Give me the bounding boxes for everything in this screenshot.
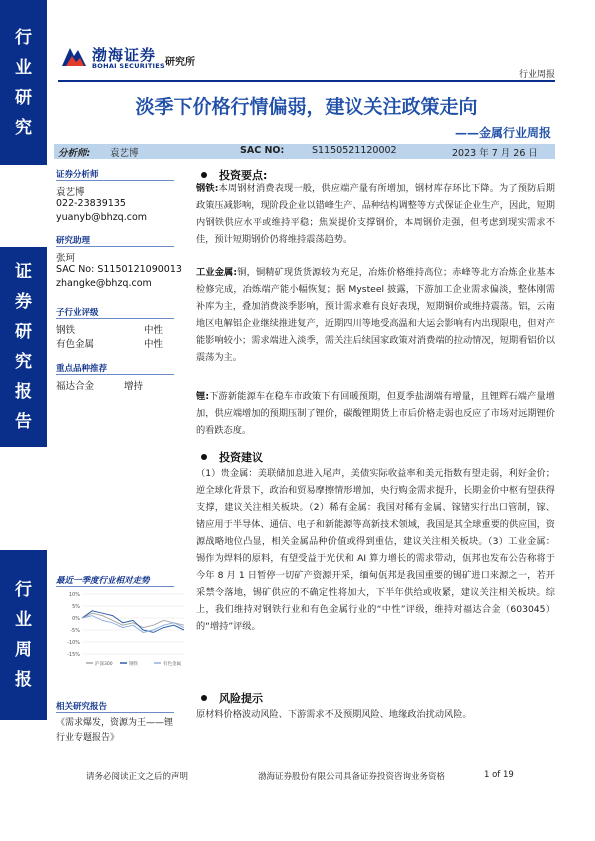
assistant-name: 张珂 xyxy=(56,253,76,264)
paragraph-risk: 原材料价格波动风险、下游需求不及预期风险、地缘政治扰动风险。 xyxy=(196,709,472,720)
related-report-link[interactable]: 《需求爆发，资源为王——锂行业专题报告》 xyxy=(56,718,174,743)
analyst-label: 分析师: xyxy=(58,148,91,159)
chart-legend-label: 有色金属 xyxy=(163,662,181,667)
analyst-section-title: 证券分析师 xyxy=(56,170,99,180)
analyst-phone: 022-23839135 xyxy=(56,198,126,209)
page-title: 淡季下价格行情偏弱，建议关注政策走向 xyxy=(135,96,478,118)
banner-char: 业 xyxy=(15,610,32,630)
section-title-key-points: 投资要点: xyxy=(201,167,267,183)
rating-industry: 钢铁 xyxy=(56,325,76,336)
logo-text-en: BOHAI SECURITIES xyxy=(92,62,165,70)
assistant-email[interactable]: zhangke@bhzq.com xyxy=(56,278,152,289)
section-divider xyxy=(56,318,174,319)
banner-char: 券 xyxy=(15,292,32,312)
banner-block-weekly xyxy=(0,550,47,720)
bullet-icon xyxy=(201,454,207,460)
analyst-name: 袁艺博 xyxy=(56,187,85,198)
paragraph-industrial-metals: 工业金属:铜，铜精矿现货货源较为充足，冶炼价格维持高位；赤峰等北方冶炼企业基本检修完成，冶炼端产能小幅恢复；据 Mysteel 披露，下游加工企业需求偏淡，整体刚需补库为主，叠加消费淡季影响，预计需求难有良好表现，短期铜价或维持震荡。铝，云南地区电解铝企业继续推进复产，近期四川等地受高温和大运会影响有内出现限电，但对产能影响较小；需求端进入淡季，需关注后续国家政策对消费端的拉动情况，短期看铝价以震荡为主。 xyxy=(196,267,555,363)
relative-trend-chart xyxy=(56,590,188,668)
header-divider xyxy=(58,80,555,82)
paragraph-lithium: 锂:下游新能源车在稳车市政策下有回暖预期，但夏季盐湖端有增量，且锂辉石端产量增加，供应端增加的预期压制了锂价，碳酸锂期货上市后价格走弱也反应了市场对远期锂价的看跌态度。 xyxy=(196,391,555,436)
rating-row xyxy=(56,336,181,350)
side-banner xyxy=(0,0,47,841)
key-item-row xyxy=(56,378,181,392)
key-section-title: 重点品种推荐 xyxy=(56,364,108,374)
chart-y-tick-label: 10% xyxy=(68,592,80,598)
chart-y-tick-label: 5% xyxy=(72,604,80,610)
chart-y-tick-label: -5% xyxy=(70,628,80,634)
banner-char: 证 xyxy=(15,262,32,282)
chart-legend-label: 钢铁 xyxy=(129,662,138,667)
rating-value: 中性 xyxy=(144,339,164,350)
banner-block-industry-research xyxy=(0,0,47,165)
banner-char: 行 xyxy=(15,580,32,600)
banner-char: 报 xyxy=(15,382,32,402)
paragraph-investment-advice: （1）贵金属：美联储加息进入尾声，美债实际收益率和美元指数有望走弱，利好金价；逆全球化背景下，政治和贸易摩擦情形增加，央行购金需求提升，长期金价中枢有望获得支撑，建议关注相关板块。（2）稀有金属：我国对稀有金属、镓锗实行出口管制，镓、锗应用于半导体、通信、电子和新能源等高新技术领域，我国是其全球重要的供应国，资源战略地位凸显，相关金属品种价值或得到重估，建议关注相关板块。（3）工业金属：锡作为焊料的原料，有望受益于光伏和 AI 算力增长的需求带动，佤邦也发布公告称将于今年 8 月 1 日暂停一切矿产资源开采，缅甸佤邦是我国重要的锡矿进口来源之一，若开采禁令落地，锡矿供应的不确定性将加大，下半年供给或收紧，建议关注相关板块。综上，我们维持对钢铁行业和有色金属行业的“中性”评级，维持对福达合金（603045）的“增持”评级。 xyxy=(196,468,555,632)
analyst-info-bar xyxy=(54,144,555,159)
banner-char: 研 xyxy=(15,87,32,108)
banner-block-securities-report xyxy=(0,247,47,447)
logo-text: 渤海证券 xyxy=(92,46,157,64)
banner-char: 报 xyxy=(15,670,32,690)
section-title-risk: 风险提示 xyxy=(201,690,263,706)
rating-section-title: 子行业评级 xyxy=(56,308,99,318)
banner-char: 周 xyxy=(15,640,32,660)
page-number: 1 of 19 xyxy=(484,770,514,780)
section-title-investment-advice: 投资建议 xyxy=(201,449,263,465)
section-divider xyxy=(56,180,174,181)
chart-y-tick-label: -15% xyxy=(67,652,80,658)
section-divider xyxy=(56,246,174,247)
chart-section-title: 最近一季度行业相对走势 xyxy=(56,576,150,586)
bullet-icon xyxy=(201,172,207,178)
key-item-rating: 增持 xyxy=(124,381,144,392)
chart-legend-label: 沪深300 xyxy=(95,662,113,667)
banner-char: 业 xyxy=(15,57,32,78)
chart-y-tick-label: -10% xyxy=(67,640,80,646)
rating-row xyxy=(56,322,181,336)
section-divider xyxy=(56,712,174,713)
banner-char: 究 xyxy=(15,352,32,372)
assistant-section-title: 研究助理 xyxy=(56,236,91,246)
assistant-sac: SAC No: S1150121090013 xyxy=(56,264,182,275)
paragraph-steel: 钢铁:本周钢材消费表现一般，供应端产量有所增加，钢材库存环比下降。为了预防后期政策压减影响，现阶段企业以错峰生产、品种结构调整等方式保证企业生产，因此，短期内钢铁供应水平或维持平稳；焦炭提价支撑钢价，本周钢价走强，但考虑到现实需求不佳，预计短期钢价仍将维持震荡趋势。 xyxy=(196,183,555,245)
logo-icon xyxy=(60,44,88,70)
key-item-name: 福达合金 xyxy=(56,381,95,392)
report-date: 2023 年 7 月 26 日 xyxy=(452,148,538,159)
institute-label: 研究所 xyxy=(165,57,195,68)
footer-qualification: 渤海证券股份有限公司具备证券投资咨询业务资格 xyxy=(258,772,446,782)
banner-char: 研 xyxy=(15,322,32,342)
related-section-title: 相关研究报告 xyxy=(56,702,108,712)
bullet-icon xyxy=(201,695,207,701)
section-divider xyxy=(56,586,174,587)
sac-label: SAC NO: xyxy=(240,145,285,156)
analyst-name: 袁艺博 xyxy=(110,148,139,159)
chart-y-tick-label: 0% xyxy=(72,616,80,622)
banner-char: 告 xyxy=(15,412,32,432)
banner-char: 行 xyxy=(15,27,32,48)
rating-value: 中性 xyxy=(144,325,164,336)
page-subtitle: ——金属行业周报 xyxy=(454,126,551,140)
sac-number: S1150521120002 xyxy=(312,145,397,156)
analyst-email[interactable]: yuanyb@bhzq.com xyxy=(56,212,148,223)
banner-char: 究 xyxy=(15,117,32,138)
footer-disclaimer: 请务必阅读正文之后的声明 xyxy=(86,772,189,782)
section-divider xyxy=(56,374,174,375)
report-type: 行业周报 xyxy=(518,70,555,80)
rating-industry: 有色金属 xyxy=(56,339,95,350)
